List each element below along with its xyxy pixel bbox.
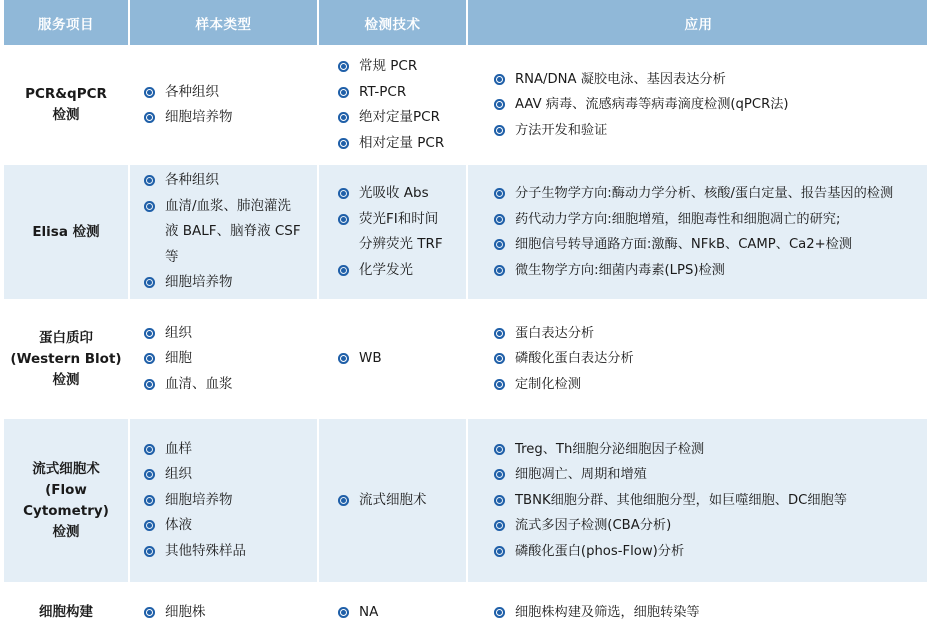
bullet-icon bbox=[144, 444, 155, 455]
list-item: 组织 bbox=[144, 321, 192, 347]
service-cell bbox=[4, 47, 128, 163]
bullet-icon bbox=[494, 125, 505, 136]
list-item: RNA/DNA 凝胶电泳、基因表达分析 bbox=[494, 67, 726, 93]
bullet-icon bbox=[338, 265, 349, 276]
service-cell bbox=[4, 419, 128, 582]
service-line: 检测 bbox=[52, 107, 80, 123]
list-item: 各种组织 bbox=[144, 168, 219, 194]
bullet-icon bbox=[494, 239, 505, 250]
list-item: 细胞株构建及筛选，细胞转染等 bbox=[494, 600, 700, 626]
service-line: Cytometry) bbox=[23, 502, 109, 519]
bullet-icon bbox=[144, 277, 155, 288]
bullet-icon bbox=[494, 444, 505, 455]
bullet-icon bbox=[338, 188, 349, 199]
service-line: (Western Blot) bbox=[10, 350, 122, 367]
list-item: 流式细胞术 bbox=[338, 488, 427, 514]
list-item: 各种组织 bbox=[144, 80, 219, 106]
list-item: 其他特殊样品 bbox=[144, 539, 246, 565]
list-item: TBNK细胞分群、其他细胞分型，如巨噬细胞、DC细胞等 bbox=[494, 488, 847, 514]
service-line: 蛋白质印 bbox=[39, 329, 93, 346]
header-service: 服务项目 bbox=[4, 0, 128, 45]
bullet-icon bbox=[338, 495, 349, 506]
bullet-icon bbox=[144, 520, 155, 531]
samples-cell bbox=[130, 47, 317, 163]
bullet-icon bbox=[494, 74, 505, 85]
bullet-icon bbox=[144, 353, 155, 364]
bullet-icon bbox=[494, 469, 505, 480]
applications-cell bbox=[468, 419, 927, 582]
list-item: NA bbox=[338, 600, 378, 626]
bullet-icon bbox=[144, 201, 155, 212]
service-cell bbox=[4, 584, 128, 641]
bullet-icon bbox=[338, 214, 349, 225]
bullet-icon bbox=[144, 328, 155, 339]
bullet-icon bbox=[144, 175, 155, 186]
bullet-icon bbox=[144, 495, 155, 506]
header-application: 应用 bbox=[468, 0, 927, 45]
list-item: AAV 病毒、流感病毒等病毒滴度检测(qPCR法) bbox=[494, 92, 789, 118]
list-item: 光吸收 Abs bbox=[338, 181, 429, 207]
service-line: 检测 bbox=[52, 523, 80, 540]
samples-cell bbox=[130, 584, 317, 641]
service-line: (Flow bbox=[45, 481, 87, 498]
bullet-icon bbox=[494, 520, 505, 531]
service-cell bbox=[4, 301, 128, 417]
bullet-icon bbox=[494, 495, 505, 506]
bullet-icon bbox=[494, 607, 505, 618]
bullet-icon bbox=[494, 265, 505, 276]
bullet-icon bbox=[494, 546, 505, 557]
applications-cell bbox=[468, 584, 927, 641]
header-technique: 检测技术 bbox=[319, 0, 466, 45]
service-line: 检测 bbox=[52, 371, 80, 388]
list-item: 定制化检测 bbox=[494, 372, 581, 398]
bullet-icon bbox=[144, 607, 155, 618]
list-item: 药代动力学方向:细胞增殖，细胞毒性和细胞凋亡的研究; bbox=[494, 207, 840, 233]
bullet-icon bbox=[338, 112, 349, 123]
list-item: 常规 PCR bbox=[338, 54, 417, 80]
bullet-icon bbox=[338, 607, 349, 618]
techniques-cell bbox=[319, 584, 466, 641]
bullet-icon bbox=[338, 353, 349, 364]
list-item: 细胞株 bbox=[144, 600, 206, 626]
list-item: RT-PCR bbox=[338, 80, 406, 106]
list-item: 血清、血浆 bbox=[144, 372, 233, 398]
list-item: 组织 bbox=[144, 462, 192, 488]
list-item: 微生物学方向:细菌内毒素(LPS)检测 bbox=[494, 258, 725, 284]
list-item: 血清/血浆、肺泡灌洗液 BALF、脑脊液 CSF 等 bbox=[144, 194, 304, 271]
list-item: 荧光FI和时间分辨荧光 TRF bbox=[338, 207, 450, 258]
service-line: 细胞构建 bbox=[39, 604, 93, 620]
bullet-icon bbox=[144, 379, 155, 390]
list-item: 蛋白表达分析 bbox=[494, 321, 594, 347]
list-item: 细胞信号转导通路方面:激酶、NFkB、CAMP、Ca2+检测 bbox=[494, 232, 852, 258]
bullet-icon bbox=[494, 188, 505, 199]
applications-cell bbox=[468, 165, 927, 299]
list-item: 分子生物学方向:酶动力学分析、核酸/蛋白定量、报告基因的检测 bbox=[494, 181, 893, 207]
bullet-icon bbox=[144, 87, 155, 98]
list-item: 相对定量 PCR bbox=[338, 131, 444, 157]
samples-cell bbox=[130, 301, 317, 417]
bullet-icon bbox=[144, 469, 155, 480]
list-item: Treg、Th细胞分泌细胞因子检测 bbox=[494, 437, 704, 463]
list-item: 细胞 bbox=[144, 346, 192, 372]
bullet-icon bbox=[494, 99, 505, 110]
list-item: WB bbox=[338, 346, 382, 372]
techniques-cell bbox=[319, 301, 466, 417]
bullet-icon bbox=[494, 328, 505, 339]
techniques-cell bbox=[319, 165, 466, 299]
bullet-icon bbox=[494, 214, 505, 225]
list-item: 化学发光 bbox=[338, 258, 413, 284]
samples-cell bbox=[130, 165, 317, 299]
bullet-icon bbox=[338, 61, 349, 72]
list-item: 血样 bbox=[144, 437, 192, 463]
list-item: 磷酸化蛋白(phos-Flow)分析 bbox=[494, 539, 684, 565]
list-item: 细胞培养物 bbox=[144, 105, 233, 131]
service-line: Elisa 检测 bbox=[32, 223, 100, 240]
list-item: 细胞凋亡、周期和增殖 bbox=[494, 462, 647, 488]
techniques-cell bbox=[319, 419, 466, 582]
bullet-icon bbox=[494, 379, 505, 390]
list-item: 磷酸化蛋白表达分析 bbox=[494, 346, 634, 372]
service-line: 流式细胞术 bbox=[32, 460, 100, 477]
list-item: 方法开发和验证 bbox=[494, 118, 607, 144]
techniques-cell bbox=[319, 47, 466, 163]
service-cell bbox=[4, 165, 128, 299]
applications-cell bbox=[468, 47, 927, 163]
bullet-icon bbox=[338, 138, 349, 149]
service-table bbox=[4, 0, 923, 641]
samples-cell bbox=[130, 419, 317, 582]
header-sample-type: 样本类型 bbox=[130, 0, 317, 45]
service-line: PCR&qPCR bbox=[25, 86, 107, 102]
bullet-icon bbox=[144, 546, 155, 557]
list-item: 细胞培养物 bbox=[144, 488, 233, 514]
bullet-icon bbox=[494, 353, 505, 364]
list-item: 流式多因子检测(CBA分析) bbox=[494, 513, 671, 539]
bullet-icon bbox=[144, 112, 155, 123]
applications-cell bbox=[468, 301, 927, 417]
list-item: 体液 bbox=[144, 513, 192, 539]
list-item: 绝对定量PCR bbox=[338, 105, 440, 131]
list-item: 细胞培养物 bbox=[144, 270, 233, 296]
bullet-icon bbox=[338, 87, 349, 98]
